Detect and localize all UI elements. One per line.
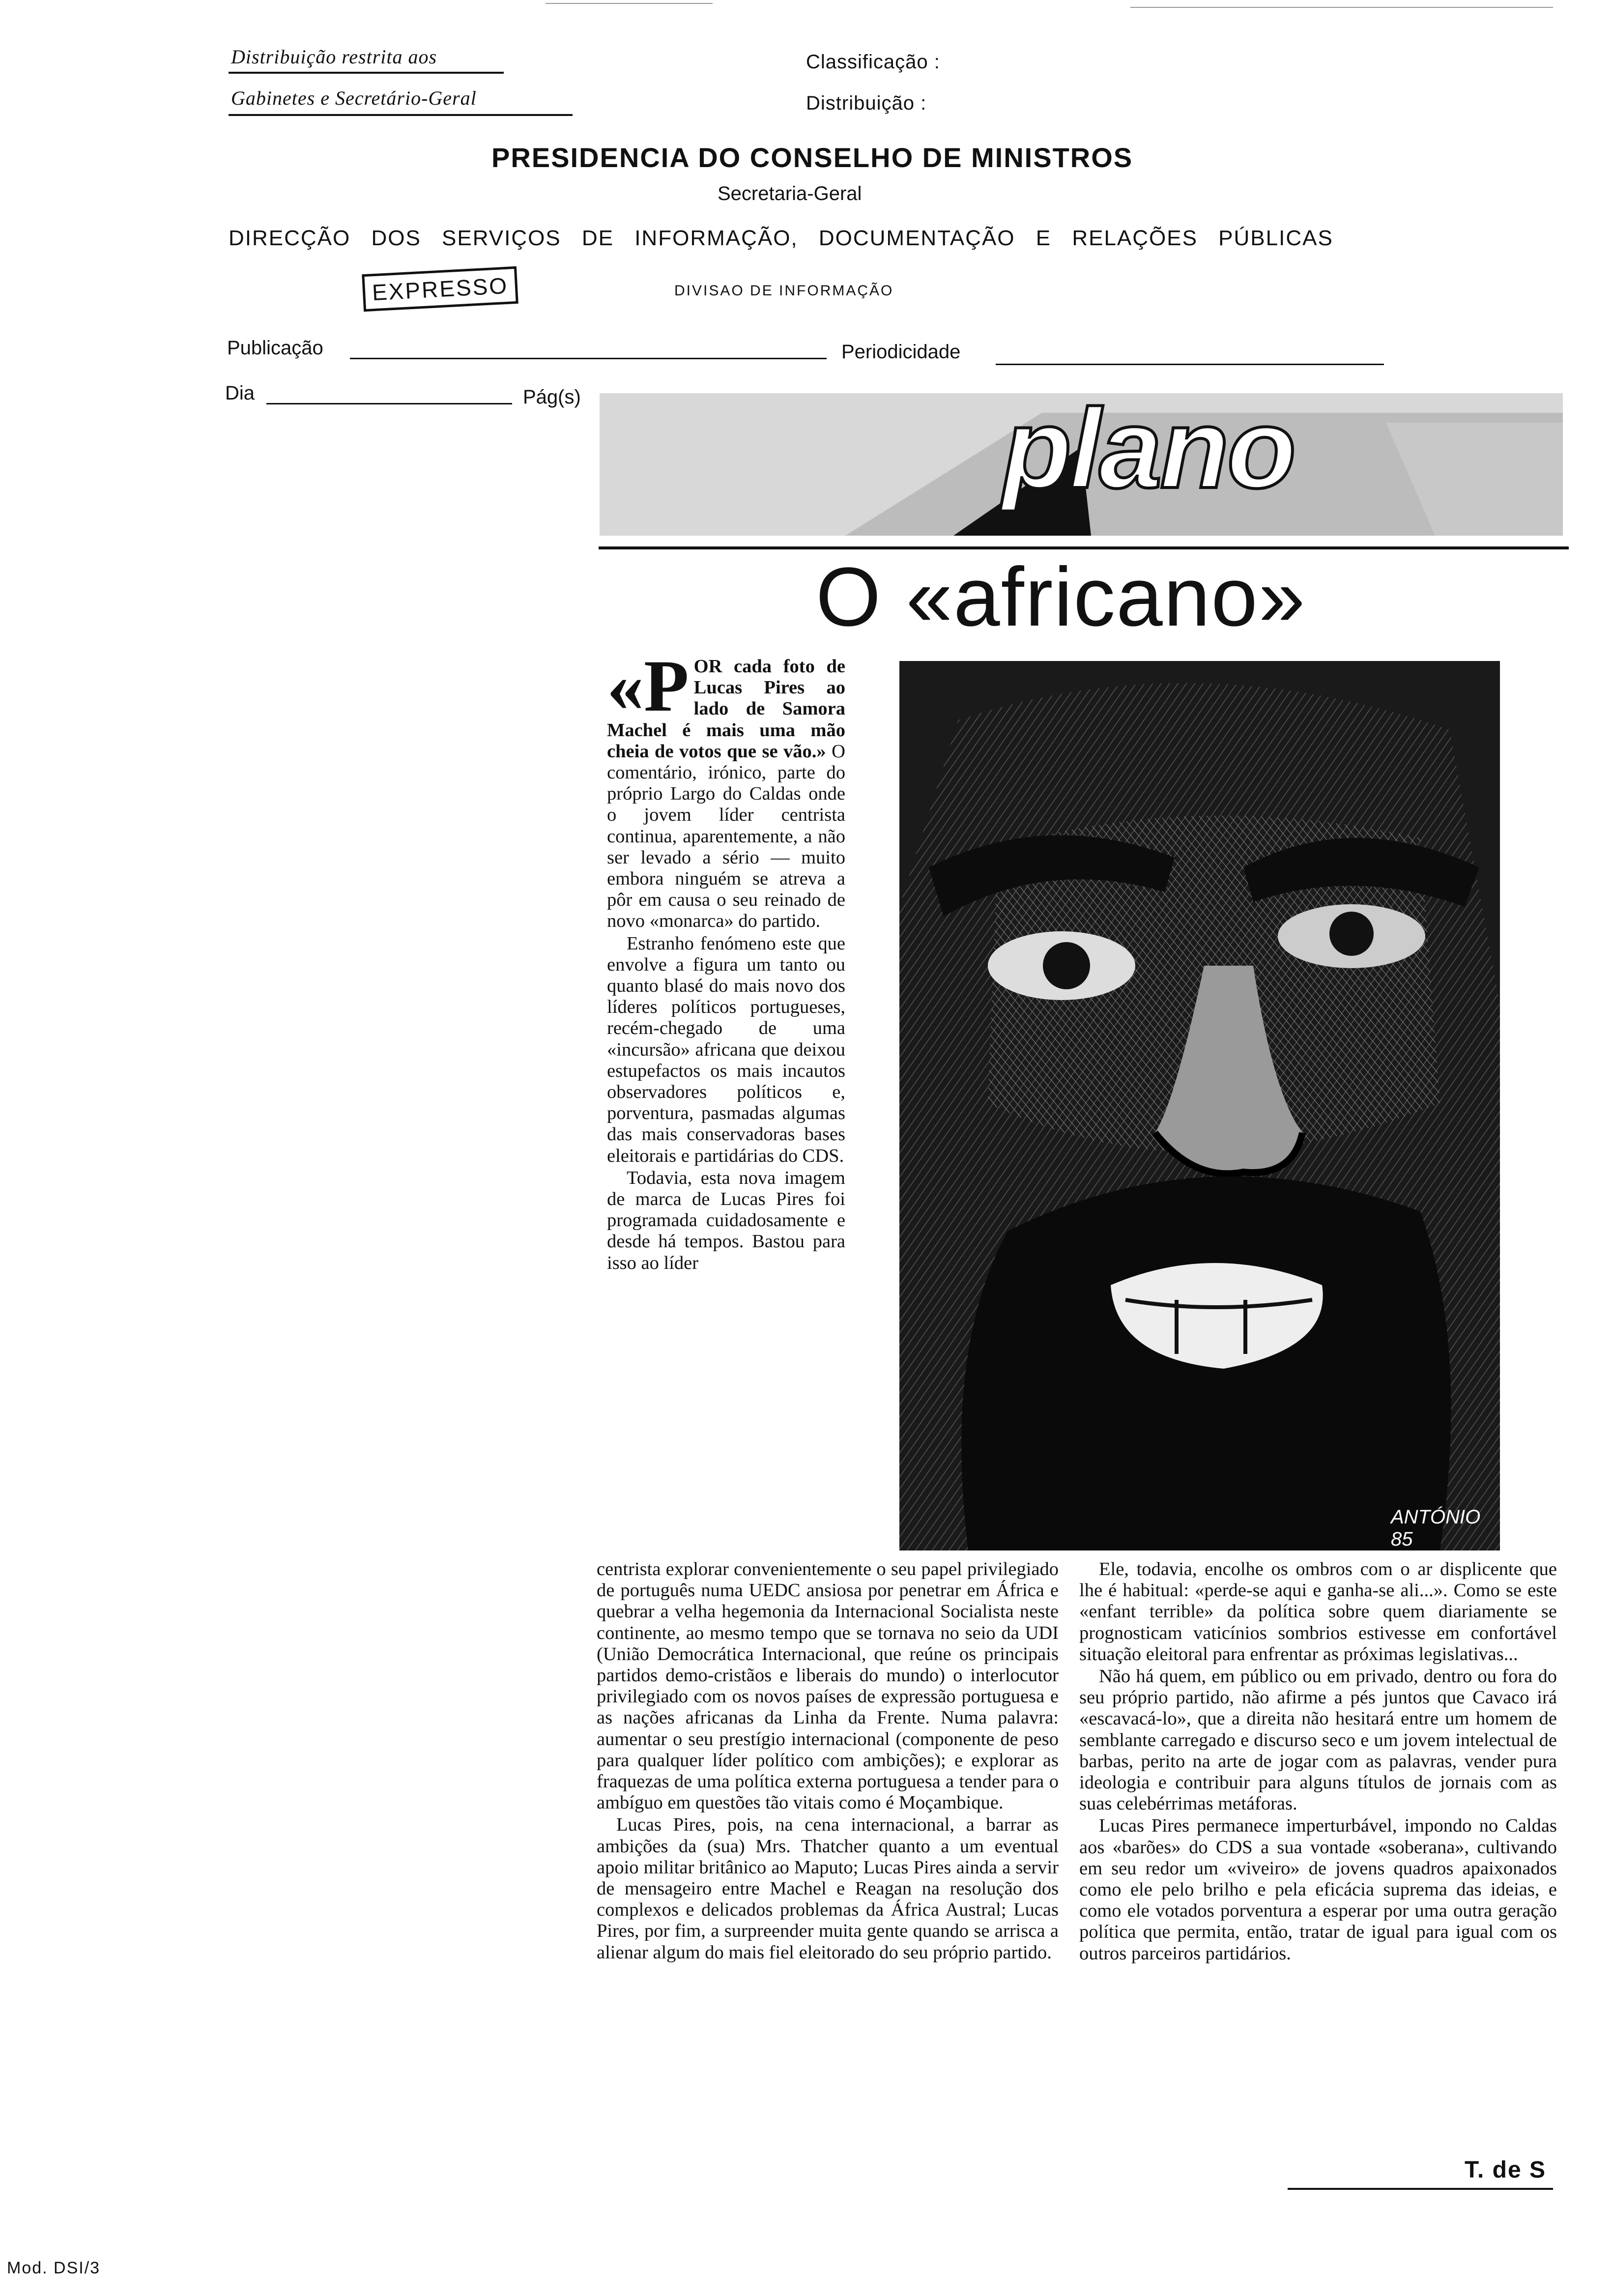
pages-label: Pág(s)	[523, 386, 581, 408]
day-label: Dia	[225, 382, 255, 404]
header-rule	[229, 114, 573, 116]
article-column-3	[1079, 1559, 1557, 1965]
lead-quote: OR cada foto de Lucas Pires ao lado de Samora Machel é mais uma mão cheia de votos que se vão.»	[607, 656, 845, 762]
distribution-recipients: Gabinetes e Secretário-Geral	[231, 87, 477, 109]
article-paragraph: Lucas Pires, pois, na cena internacional, a barrar as ambições da (sua) Mrs. Thatcher quanto a um eventual apoio militar britânico ao Maputo; Lucas Pires ainda a servir de mensageiro entre Machel e Reagan na resolução dos complexos e delicados problemas da África Austral; Lucas Pires, por fim, a surpreender muita gente quando se arrisca a alienar algum do mais fiel eleitorado do seu próprio partido.	[597, 1814, 1059, 1963]
section-banner	[600, 393, 1563, 536]
illustration-signature: ANTÓNIO 85	[1391, 1506, 1481, 1550]
portrait-drawing	[899, 661, 1500, 1550]
distribution-label: Distribuição :	[806, 92, 927, 114]
distribution-restriction: Distribuição restrita aos	[231, 46, 437, 68]
header-rule	[229, 72, 504, 74]
article-paragraph: Todavia, esta nova imagem de marca de Lucas Pires foi programada cuidadosamente e desde há tempos. Bastou para isso ao líder	[607, 1167, 845, 1273]
article-paragraph: Ele, todavia, encolhe os ombros com o ar displicente que lhe é habitual: «perde-se aqui e ganha-se ali...». Como se este «enfant terrible» da política sobre quem diariamente se prognosticam vaticínios sombrios estivesse em confortável situação eleitoral para enfrentar as próximas legislativas...	[1079, 1559, 1557, 1665]
article-paragraph: Não há quem, em público ou em privado, dentro ou fora do seu próprio partido, não afirme a pés juntos que Cavaco irá «escavacá-lo», que a direita não hesitará entre um homem de semblante carregado e discurso seco e um jovem intelectual de barbas, perito na arte de jogar com as palavras, vender pura ideologia e contribuir para alguns títulos de jornais com as suas celebérrimas metáforas.	[1079, 1666, 1557, 1814]
division-title: DIVISAO DE INFORMAÇÃO	[674, 283, 894, 299]
organization-title: PRESIDENCIA DO CONSELHO DE MINISTROS	[491, 142, 1133, 173]
lead-text: O comentário, irónico, parte do próprio Largo do Caldas onde o jovem líder centrista continua, aparentemente, a não ser levado a sério — muito embora ninguém se atreva a pôr em causa o seu reinado de novo «monarca» do partido.	[607, 741, 845, 932]
article-paragraph: centrista explorar convenientemente o seu papel privilegiado de português numa UEDC ansiosa por penetrar em África e quebrar a velha hegemonia da Internacional Socialista neste continente, ao mesmo tempo que se tornava no seio da UDI (União Democrática Internacional, que reúne os principais partidos demo-cristãos e liberais do mundo) o interlocutor privilegiado com os novos países de expressão portuguesa e as nações africanas da Linha da Frente. Numa palavra: aumentar o seu prestígio internacional (componente de peso para qualquer líder político com ambições); e explorar as fraquezas de uma política externa portuguesa a tender para o ambíguo em questões tão vitais como é Moçambique.	[597, 1559, 1059, 1813]
section-name: plano	[1003, 393, 1295, 512]
article-paragraph: Lucas Pires permanece imperturbável, impondo no Caldas aos «barões» do CDS a sua vontade «soberana», cultivando em seu redor um «viveiro» de jovens quadros apaixonados como ele pelo brilho e pela eficácia suprema das ideias, e como ele votados porventura a esperar por uma outra geração política que permita, então, tratar de igual para igual com os outros parceiros partidários.	[1079, 1815, 1557, 1964]
periodicity-field	[996, 364, 1384, 365]
periodicity-label: Periodicidade	[841, 341, 961, 363]
scan-artifact	[546, 3, 713, 4]
headline: O «africano»	[816, 550, 1306, 644]
classification-label: Classificação :	[806, 51, 940, 73]
publication-field	[350, 358, 827, 359]
publication-label: Publicação	[227, 337, 323, 359]
article-paragraph: Estranho fenómeno este que envolve a figura um tanto ou quanto blasé do mais novo dos líderes políticos portugueses, recém-chegado de uma «incursão» africana que deixou estupefactos os mais incautos observadores políticos e, porventura, pasmadas algumas das mais conservadoras bases eleitorais e partidárias do CDS.	[607, 933, 845, 1166]
article-column-1	[607, 645, 845, 1275]
drop-cap: «P	[607, 645, 689, 727]
publication-stamp: EXPRESSO	[362, 266, 518, 312]
model-code: Mod. DSI/3	[7, 2259, 101, 2277]
signature-rule	[1288, 2188, 1553, 2190]
lead-paragraph	[607, 645, 845, 932]
portrait-illustration	[899, 661, 1500, 1550]
banner-rule	[599, 546, 1569, 549]
day-field	[266, 403, 512, 404]
secretariat-title: Secretaria-Geral	[718, 183, 862, 204]
author-signature: T. de S	[1465, 2157, 1547, 2183]
directorate-title: DIRECÇÃO DOS SERVIÇOS DE INFORMAÇÃO, DOCUMENTAÇÃO E RELAÇÕES PÚBLICAS	[229, 226, 1333, 250]
article-column-2	[597, 1559, 1059, 1964]
scan-artifact	[1130, 7, 1553, 8]
